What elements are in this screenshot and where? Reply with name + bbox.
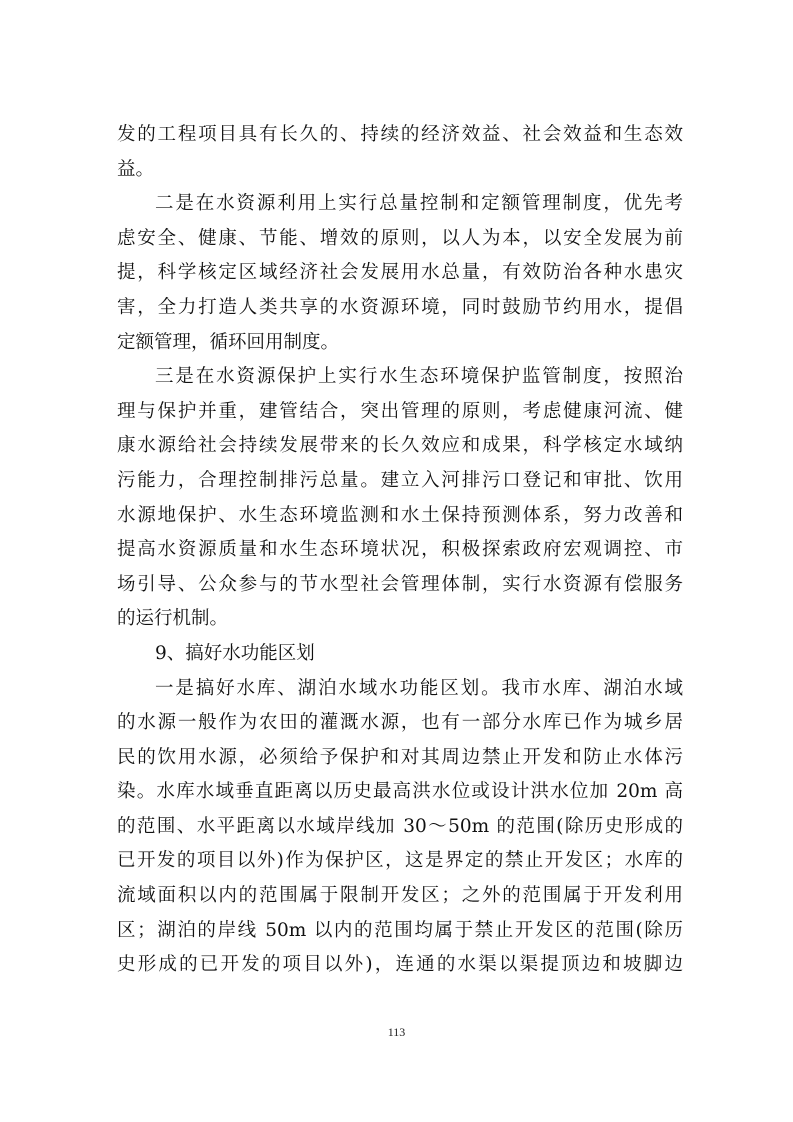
text-line: 提，科学核定区域经济社会发展用水总量，有效防治各种水患灾 <box>117 262 683 284</box>
text-line: 流域面积以内的范围属于限制开发区；之外的范围属于开发利用 <box>117 885 683 907</box>
text-line: 害，全力打造人类共享的水资源环境，同时鼓励节约用水，提倡 <box>117 296 683 318</box>
text-line: 发的工程项目具有长久的、持续的经济效益、社会效益和生态效 <box>117 124 683 145</box>
text-line: 染。水库水域垂直距离以历史最高洪水位或设计洪水位加 20m 高 <box>117 781 683 803</box>
text-line: 益。 <box>117 158 155 180</box>
text-line: 定额管理，循环回用制度。 <box>117 331 340 353</box>
text-line: 的运行机制。 <box>117 608 229 630</box>
page-number: 113 <box>387 1025 406 1039</box>
paragraph-start-line: 一是搞好水库、湖泊水域水功能区划。我市水库、湖泊水域 <box>155 677 683 699</box>
text-line: 场引导、公众参与的节水型社会管理体制，实行水资源有偿服务 <box>117 573 683 595</box>
paragraph-start-line: 二是在水资源利用上实行总量控制和定额管理制度，优先考 <box>155 193 683 215</box>
text-line: 水源地保护、水生态环境监测和水土保持预测体系，努力改善和 <box>117 504 683 526</box>
text-line: 污能力，合理控制排污总量。建立入河排污口登记和审批、饮用 <box>117 469 683 491</box>
text-line: 虑安全、健康、节能、增效的原则，以人为本，以安全发展为前 <box>117 227 683 249</box>
text-line: 的范围、水平距离以水域岸线加 30～50m 的范围(除历史形成的 <box>117 815 683 837</box>
section-heading: 9、搞好水功能区划 <box>155 642 315 664</box>
body-text <box>117 118 683 983</box>
paragraph-start-line: 三是在水资源保护上实行水生态环境保护监管制度，按照治 <box>155 366 683 388</box>
text-line: 理与保护并重，建管结合，突出管理的原则，考虑健康河流、健 <box>117 400 683 422</box>
text-line: 已开发的项目以外)作为保护区，这是界定的禁止开发区；水库的 <box>117 850 683 872</box>
text-line: 的水源一般作为农田的灌溉水源，也有一部分水库已作为城乡居 <box>117 712 683 734</box>
text-line: 史形成的已开发的项目以外)，连通的水渠以渠提顶边和坡脚边 <box>117 954 683 976</box>
text-line: 区；湖泊的岸线 50m 以内的范围均属于禁止开发区的范围(除历 <box>117 919 683 941</box>
text-line: 民的饮用水源，必须给予保护和对其周边禁止开发和防止水体污 <box>117 746 683 768</box>
text-line: 康水源给社会持续发展带来的长久效应和成果，科学核定水域纳 <box>117 435 683 457</box>
text-line: 提高水资源质量和水生态环境状况，积极探索政府宏观调控、市 <box>117 539 683 561</box>
